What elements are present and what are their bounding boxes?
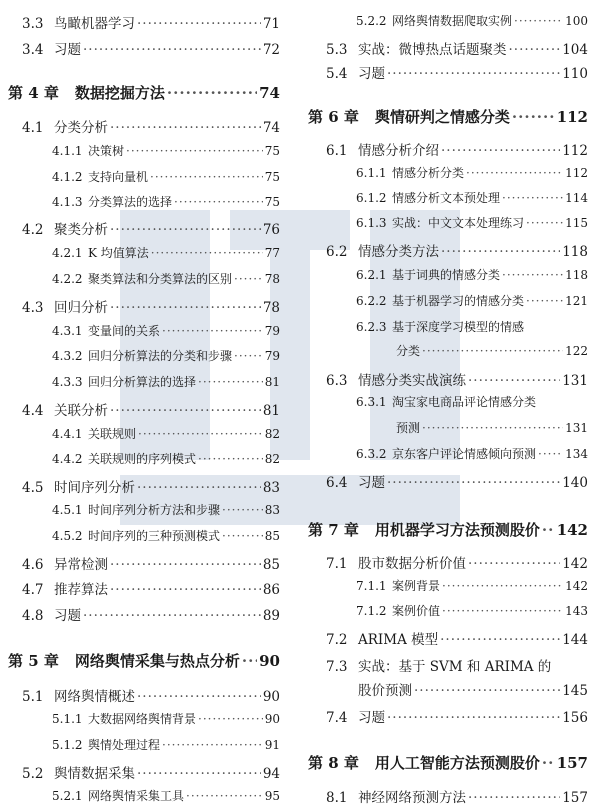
toc-entry-title: 分类算法的选择: [88, 195, 173, 209]
toc-leader-dots: [514, 14, 563, 28]
toc-entry-number: 6.2: [326, 244, 348, 260]
toc-entry-title: 时间序列分析: [54, 480, 135, 496]
toc-page-number: 115: [565, 216, 588, 230]
toc-leader-dots: [526, 216, 563, 230]
toc-leader-dots: [442, 579, 563, 593]
toc-entry-number: 5.2: [22, 766, 44, 782]
toc-entry-number: 6.2.2: [356, 294, 387, 308]
toc-entry: [0, 168, 292, 185]
toc-entry-title: 基于机器学习的情感分类: [392, 294, 525, 308]
toc-entry: [300, 318, 600, 335]
toc-page-number: 112: [562, 143, 588, 159]
toc-entry: [0, 193, 292, 210]
toc-entry-title: 推荐算法: [54, 582, 108, 598]
toc-leader-dots: [137, 16, 261, 32]
toc-chapter-entry: [300, 106, 600, 127]
toc-leader-dots: [174, 195, 263, 209]
toc-entry-title: 基于词典的情感分类: [392, 268, 501, 282]
toc-page-number: 122: [565, 344, 588, 358]
toc-page-number: 81: [264, 375, 280, 389]
toc-page-number: 79: [264, 324, 280, 338]
toc-page-number: 134: [565, 447, 588, 461]
toc-leader-dots: [110, 403, 261, 419]
toc-entry: [0, 399, 292, 419]
toc-entry-number: 5.4: [326, 66, 348, 82]
toc-page-number: 77: [264, 246, 280, 260]
toc-entry-title: ARIMA 模型: [358, 632, 439, 648]
toc-entry-title: 实战：微博热点话题聚类: [358, 42, 507, 58]
toc-entry-number: 6.3.2: [356, 447, 387, 461]
toc-entry-title: 实战：基于 SVM 和 ARIMA 的: [358, 659, 552, 675]
toc-entry-number: 4.6: [22, 557, 44, 573]
toc-leader-dots: [83, 42, 261, 58]
toc-entry-number: 6.2.1: [356, 268, 387, 282]
toc-page-number: 142: [556, 521, 588, 539]
toc-entry-number: 第 7 章: [308, 521, 359, 539]
toc-page-number: 140: [562, 475, 588, 491]
toc-entry-title: 案例价值: [392, 604, 441, 618]
toc-leader-dots: [414, 683, 560, 699]
toc-entry-number: 4.5.2: [52, 529, 83, 543]
toc-entry-number: 3.4: [22, 42, 44, 58]
toc-entry-number: 6.1.3: [356, 216, 387, 230]
toc-entry-title: 情感分析文本预处理: [392, 191, 501, 205]
toc-entry-number: 4.3.1: [52, 324, 83, 338]
toc-entry: [0, 296, 292, 316]
toc-entry-number: 第 5 章: [8, 652, 59, 670]
toc-entry: [300, 471, 600, 491]
toc-leader-dots: [198, 712, 263, 726]
toc-entry-title: 情感分析分类: [392, 166, 465, 180]
toc-leader-dots: [137, 689, 261, 705]
toc-entry-title: 变量间的关系: [88, 324, 161, 338]
toc-leader-dots: [387, 475, 560, 491]
toc-leader-dots: [542, 521, 555, 539]
toc-entry: [300, 628, 600, 648]
toc-leader-dots: [502, 191, 563, 205]
toc-entry-number: 7.2: [326, 632, 348, 648]
toc-chapter-entry: [0, 650, 292, 671]
toc-entry-title: 大数据网络舆情背景: [88, 712, 197, 726]
toc-entry-number: 5.1.1: [52, 712, 83, 726]
toc-entry: [0, 762, 292, 782]
toc-page-number: 104: [562, 42, 588, 58]
toc-leader-dots: [198, 452, 263, 466]
toc-entry: [300, 419, 600, 436]
toc-entry: [0, 373, 292, 390]
toc-entry-title: 舆情数据采集: [54, 766, 135, 782]
toc-entry-number: 3.3: [22, 16, 44, 32]
toc-leader-dots: [167, 84, 257, 102]
toc-entry-title: 鸟瞰机器学习: [54, 16, 135, 32]
toc-entry-title: 异常检测: [54, 557, 108, 573]
toc-entry-title: 网络舆情采集与热点分析: [74, 652, 240, 670]
toc-leader-dots: [242, 652, 257, 670]
toc-entry: [0, 787, 292, 804]
toc-leader-dots: [83, 608, 261, 624]
toc-entry: [0, 322, 292, 339]
toc-leader-dots: [234, 349, 263, 363]
toc-entry: [300, 577, 600, 594]
toc-entry-title: 数据挖掘方法: [74, 84, 165, 102]
toc-page-number: 112: [565, 166, 588, 180]
toc-page-number: 74: [259, 84, 280, 102]
toc-entry: [300, 602, 600, 619]
toc-page-number: 143: [565, 604, 588, 618]
toc-page-number: 157: [556, 754, 588, 772]
toc-leader-dots: [162, 738, 263, 752]
toc-entry-title: 舆情处理过程: [88, 738, 161, 752]
toc-entry-title: 习题: [54, 608, 81, 624]
toc-entry-title: 用人工智能方法预测股价: [374, 754, 540, 772]
toc-entry-number: 8.1: [326, 790, 348, 806]
toc-entry: [300, 139, 600, 159]
toc-entry-number: 7.4: [326, 710, 348, 726]
toc-entry-title: 情感分类方法: [358, 244, 439, 260]
toc-entry-title: 分类分析: [54, 120, 108, 136]
toc-entry-number: 4.2: [22, 222, 44, 238]
toc-leader-dots: [442, 604, 563, 618]
toc-entry-number: 6.4: [326, 475, 348, 491]
toc-entry-title: 网络舆情数据爬取实例: [392, 14, 513, 28]
toc-entry-title: 预测: [396, 421, 421, 435]
toc-entry-number: 第 4 章: [8, 84, 59, 102]
toc-entry: [300, 38, 600, 58]
toc-entry-number: 7.3: [326, 659, 348, 675]
toc-page-number: 118: [565, 268, 588, 282]
toc-entry: [0, 347, 292, 364]
toc-entry-number: 6.1: [326, 143, 348, 159]
toc-entry-title: 情感分类实战演练: [358, 373, 466, 389]
toc-page-number: 90: [259, 652, 280, 670]
toc-entry-number: 4.8: [22, 608, 44, 624]
toc-leader-dots: [137, 766, 261, 782]
toc-entry-title: 习题: [358, 710, 385, 726]
toc-entry-number: 7.1.1: [356, 579, 387, 593]
toc-page-number: 72: [262, 42, 280, 58]
toc-chapter-entry: [0, 82, 292, 103]
toc-leader-dots: [512, 108, 555, 126]
toc-entry: [300, 266, 600, 283]
toc-entry-number: 4.7: [22, 582, 44, 598]
toc-leader-dots: [110, 120, 261, 136]
toc-entry: [0, 578, 292, 598]
toc-entry-title: 聚类算法和分类算法的区别: [88, 272, 233, 286]
toc-leader-dots: [387, 66, 560, 82]
toc-leader-dots: [234, 272, 263, 286]
toc-entry-title: K 均值算法: [88, 246, 149, 260]
toc-entry-number: 4.1.2: [52, 170, 83, 184]
toc-leader-dots: [222, 503, 263, 517]
toc-entry-number: 6.2.3: [356, 320, 387, 334]
toc-leader-dots: [441, 244, 560, 260]
toc-entry-number: 5.1.2: [52, 738, 83, 752]
toc-leader-dots: [387, 710, 560, 726]
toc-leader-dots: [468, 556, 560, 572]
toc-entry: [0, 116, 292, 136]
toc-page-number: 74: [262, 120, 280, 136]
toc-entry-title: 关联规则: [88, 427, 137, 441]
toc-leader-dots: [440, 632, 560, 648]
toc-page-number: 90: [262, 689, 280, 705]
toc-leader-dots: [110, 300, 261, 316]
toc-entry-number: 5.2.1: [52, 789, 83, 803]
toc-page-number: 81: [262, 403, 280, 419]
toc-entry: [300, 62, 600, 82]
toc-entry-number: 4.4.1: [52, 427, 83, 441]
toc-entry-title: 情感分析介绍: [358, 143, 439, 159]
toc-page-number: 71: [262, 16, 280, 32]
toc-entry-title: 时间序列的三种预测模式: [88, 529, 221, 543]
toc-page-number: 82: [264, 427, 280, 441]
toc-entry: [300, 655, 600, 675]
toc-entry-number: 4.3.3: [52, 375, 83, 389]
toc-leader-dots: [138, 427, 263, 441]
toc-entry: [0, 270, 292, 287]
toc-entry: [300, 214, 600, 231]
toc-leader-dots: [468, 790, 560, 806]
toc-page-number: 142: [565, 579, 588, 593]
toc-entry-number: 4.4: [22, 403, 44, 419]
toc-entry-number: 第 8 章: [308, 754, 359, 772]
toc-entry: [300, 679, 600, 699]
toc-page-number: 91: [264, 738, 280, 752]
toc-entry-title: 淘宝家电商品评论情感分类: [392, 395, 537, 409]
toc-page-number: 156: [562, 710, 588, 726]
toc-leader-dots: [110, 582, 261, 598]
toc-page-number: 114: [565, 191, 588, 205]
toc-page-number: 85: [262, 557, 280, 573]
toc-page-number: 75: [264, 195, 280, 209]
toc-entry-title: 习题: [54, 42, 81, 58]
toc-entry: [0, 244, 292, 261]
toc-entry: [300, 240, 600, 260]
toc-entry-number: 4.5.1: [52, 503, 83, 517]
toc-leader-dots: [466, 166, 563, 180]
toc-entry-title: 时间序列分析方法和步骤: [88, 503, 221, 517]
toc-entry-title: 决策树: [88, 144, 125, 158]
toc-page-number: 131: [562, 373, 588, 389]
toc-entry-title: 分类: [396, 344, 421, 358]
toc-entry-number: 5.1: [22, 689, 44, 705]
toc-entry-title: 股价预测: [358, 683, 412, 699]
toc-entry-title: 网络舆情概述: [54, 689, 135, 705]
toc-entry: [300, 342, 600, 359]
toc-entry-title: 京东客户评论情感倾向预测: [392, 447, 537, 461]
toc-page-number: 75: [264, 144, 280, 158]
toc-entry: [300, 445, 600, 462]
toc-entry-number: 4.3.2: [52, 349, 83, 363]
toc-leader-dots: [509, 42, 561, 58]
toc-page-number: 145: [562, 683, 588, 699]
toc-entry-number: 4.1.3: [52, 195, 83, 209]
toc-leader-dots: [151, 246, 263, 260]
toc-entry-title: 舆情研判之情感分类: [374, 108, 510, 126]
toc-entry-number: 4.4.2: [52, 452, 83, 466]
toc-page-number: 86: [262, 582, 280, 598]
toc-page-number: 90: [264, 712, 280, 726]
toc-leader-dots: [198, 375, 263, 389]
toc-entry-number: 4.2.1: [52, 246, 83, 260]
toc-entry-title: 实战：中文文本处理练习: [392, 216, 525, 230]
toc-entry-number: 4.1: [22, 120, 44, 136]
toc-entry: [0, 604, 292, 624]
toc-entry: [300, 164, 600, 181]
toc-entry-number: 第 6 章: [308, 108, 359, 126]
toc-entry: [300, 292, 600, 309]
toc-leader-dots: [110, 222, 261, 238]
toc-entry-number: 4.1.1: [52, 144, 83, 158]
toc-entry: [0, 218, 292, 238]
toc-entry-title: 关联分析: [54, 403, 108, 419]
toc-entry-title: 聚类分析: [54, 222, 108, 238]
toc-page-number: 83: [264, 503, 280, 517]
toc-entry: [0, 553, 292, 573]
toc-entry: [300, 12, 600, 29]
toc-page-number: 95: [264, 789, 280, 803]
toc-leader-dots: [468, 373, 560, 389]
toc-page-number: 83: [262, 480, 280, 496]
toc-leader-dots: [542, 754, 555, 772]
toc-page-number: 121: [565, 294, 588, 308]
toc-leader-dots: [502, 268, 563, 282]
toc-entry: [0, 685, 292, 705]
toc-entry: [0, 12, 292, 32]
toc-entry: [300, 369, 600, 389]
toc-leader-dots: [150, 170, 263, 184]
toc-entry: [0, 501, 292, 518]
toc-entry-number: 5.2.2: [356, 14, 387, 28]
toc-entry-title: 神经网络预测方法: [358, 790, 466, 806]
toc-entry: [0, 476, 292, 496]
toc-entry: [300, 189, 600, 206]
toc-entry-title: 回归分析算法的分类和步骤: [88, 349, 233, 363]
toc-entry: [0, 38, 292, 58]
toc-entry-title: 习题: [358, 66, 385, 82]
toc-entry-number: 7.1.2: [356, 604, 387, 618]
toc-page-number: 75: [264, 170, 280, 184]
toc-entry-title: 回归分析算法的选择: [88, 375, 197, 389]
toc-entry-number: 4.2.2: [52, 272, 83, 286]
toc-entry-number: 6.1.2: [356, 191, 387, 205]
toc-leader-dots: [110, 557, 261, 573]
toc-entry: [0, 142, 292, 159]
toc-page-number: 78: [264, 272, 280, 286]
toc-entry-title: 关联规则的序列模式: [88, 452, 197, 466]
toc-entry: [300, 786, 600, 806]
toc-entry-number: 4.3: [22, 300, 44, 316]
toc-entry-title: 用机器学习方法预测股价: [374, 521, 540, 539]
toc-entry: [0, 450, 292, 467]
toc-entry-title: 基于深度学习模型的情感: [392, 320, 525, 334]
toc-entry-title: 案例背景: [392, 579, 441, 593]
toc-entry: [0, 736, 292, 753]
toc-page-number: 110: [562, 66, 588, 82]
toc-page-number: 131: [565, 421, 588, 435]
toc-page-number: 89: [262, 608, 280, 624]
toc-entry: [300, 706, 600, 726]
toc-leader-dots: [126, 144, 263, 158]
toc-page-number: 85: [264, 529, 280, 543]
toc-page-number: 82: [264, 452, 280, 466]
toc-leader-dots: [422, 421, 563, 435]
toc-page-number: 94: [262, 766, 280, 782]
toc-chapter-entry: [300, 519, 600, 540]
toc-entry: [0, 425, 292, 442]
toc-page-number: 112: [556, 108, 588, 126]
toc-entry-title: 网络舆情采集工具: [88, 789, 185, 803]
toc-leader-dots: [222, 529, 263, 543]
toc-leader-dots: [538, 447, 563, 461]
toc-entry-title: 股市数据分析价值: [358, 556, 466, 572]
toc-entry-number: 6.3: [326, 373, 348, 389]
toc-page-number: 118: [562, 244, 588, 260]
toc-entry: [0, 527, 292, 544]
toc-page-number: 79: [264, 349, 280, 363]
toc-chapter-entry: [300, 752, 600, 773]
toc-entry: [300, 393, 600, 410]
toc-entry-title: 习题: [358, 475, 385, 491]
toc-page-number: 100: [565, 14, 588, 28]
toc-entry: [0, 710, 292, 727]
toc-entry-number: 5.3: [326, 42, 348, 58]
toc-entry-number: 4.5: [22, 480, 44, 496]
toc-entry-number: 6.1.1: [356, 166, 387, 180]
toc-entry-title: 回归分析: [54, 300, 108, 316]
toc-leader-dots: [526, 294, 563, 308]
toc-leader-dots: [441, 143, 560, 159]
toc-leader-dots: [422, 344, 563, 358]
toc-page-number: 78: [262, 300, 280, 316]
toc-page-number: 142: [562, 556, 588, 572]
toc-entry-number: 7.1: [326, 556, 348, 572]
toc-leader-dots: [137, 480, 261, 496]
toc-leader-dots: [162, 324, 263, 338]
toc-leader-dots: [186, 789, 263, 803]
toc-entry-number: 6.3.1: [356, 395, 387, 409]
toc-page-number: 76: [262, 222, 280, 238]
toc-page-number: 157: [562, 790, 588, 806]
toc-entry: [300, 552, 600, 572]
toc-page-number: 144: [562, 632, 588, 648]
toc-entry-title: 支持向量机: [88, 170, 149, 184]
